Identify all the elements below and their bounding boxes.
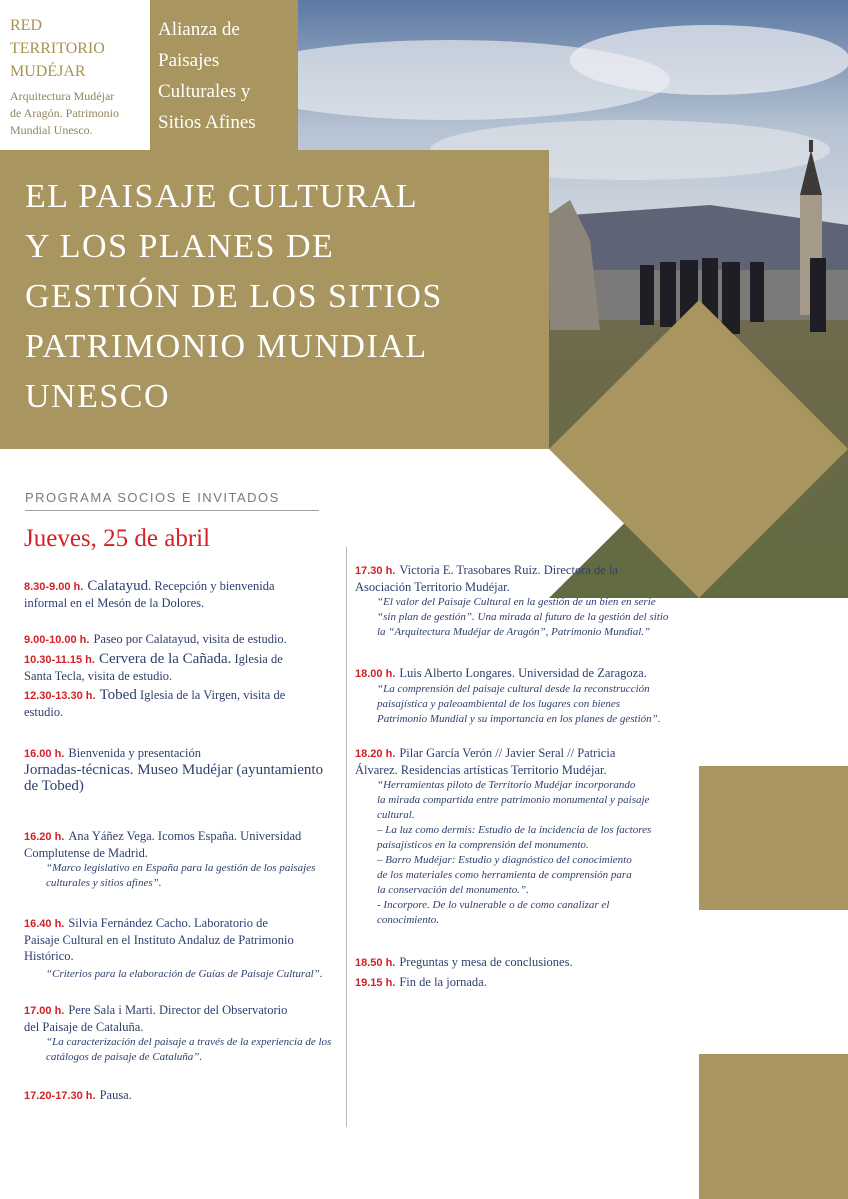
schedule-item — [355, 974, 487, 991]
schedule-item — [355, 665, 661, 727]
schedule-text: . Recepción y bienvenida — [148, 579, 275, 593]
schedule-text: informal en el Mesón de la Dolores. — [24, 596, 205, 610]
schedule-item — [24, 915, 323, 982]
schedule-time: 16.40 h. — [24, 918, 65, 930]
title-line2: Y LOS PLANES DE — [25, 228, 335, 265]
schedule-text: Pilar García Verón // Javier Seral // Patricia — [399, 746, 616, 760]
logo-alianza-paisajes — [150, 0, 298, 150]
schedule-text: Iglesia de la Virgen, visita de — [139, 688, 286, 702]
schedule-text: del Paisaje de Cataluña. — [24, 1020, 144, 1034]
schedule-quote: cultural. — [377, 809, 415, 821]
schedule-text: Ana Yáñez Vega. Icomos España. Universidad — [68, 829, 302, 843]
schedule-quote: “sin plan de gestión”. Una mirada al futuro de la gestión del sitio — [377, 611, 669, 623]
schedule-text: Histórico. — [24, 949, 74, 963]
schedule-text: Pere Sala i Marti. Director del Observatorio — [68, 1003, 288, 1017]
logo-right-line3: Culturales y — [158, 81, 251, 102]
schedule-time: 18.20 h. — [355, 748, 396, 760]
schedule-item — [24, 828, 315, 891]
program-heading-rule — [25, 510, 319, 511]
schedule-quote: conocimiento. — [377, 914, 440, 926]
schedule-quote: la conservación del monumento.”. — [377, 884, 529, 896]
schedule-quote: la “Arquitectura Mudéjar de Aragón”, Patrimonio Mundial.” — [377, 626, 651, 638]
schedule-time: 8.30-9.00 h. — [24, 581, 84, 593]
schedule-time: 12.30-13.30 h. — [24, 690, 96, 702]
schedule-quote: “El valor del Paisaje Cultural en la gestión de un bien en serie — [377, 596, 656, 608]
schedule-quote: “Marco legislativo en España para la gestión de los paisajes — [46, 862, 316, 874]
schedule-quote: - Incorpore. De lo vulnerable o de como canalizar el — [377, 899, 610, 911]
schedule-time: 18.00 h. — [355, 668, 396, 680]
logo-left-line3: MUDÉJAR — [10, 63, 86, 80]
schedule-highlight: de Tobed) — [24, 778, 84, 794]
schedule-text: Victoria E. Trasobares Ruiz. Directora de la — [399, 563, 618, 577]
schedule-text: Iglesia de — [234, 652, 283, 666]
title-line1: EL PAISAJE CULTURAL — [25, 178, 419, 215]
schedule-text: estudio. — [24, 705, 64, 719]
title-line3: GESTIÓN DE LOS SITIOS — [25, 278, 443, 315]
schedule-text: Complutense de Madrid. — [24, 846, 148, 860]
schedule-text: Asociación Territorio Mudéjar. — [355, 580, 510, 594]
logo-left-sub3: Mundial Unesco. — [10, 123, 93, 137]
logo-territorio-mudejar — [0, 0, 150, 150]
schedule-text: Silvia Fernández Cacho. Laboratorio de — [68, 916, 268, 930]
logo-right-line2: Paisajes — [158, 50, 220, 71]
schedule-text: Pausa. — [99, 1088, 132, 1102]
schedule-quote: de los materiales como herramienta de comprensión para — [377, 869, 632, 881]
schedule-item — [355, 562, 668, 640]
schedule-time: 17.20-17.30 h. — [24, 1090, 96, 1102]
schedule-text: Álvarez. Residencias artísticas Territorio Mudéjar. — [355, 763, 607, 777]
schedule-quote: “Herramientas piloto de Territorio Mudéjar incorporando — [377, 779, 636, 791]
schedule-item — [24, 651, 283, 684]
schedule-text: Fin de la jornada. — [399, 975, 487, 989]
main-title — [25, 172, 545, 422]
schedule-time: 16.00 h. — [24, 748, 65, 760]
schedule-quote: “La comprensión del paisaje cultural desde la reconstrucción — [377, 683, 650, 695]
schedule-quote: paisajísticos en la comprensión del monumento. — [377, 839, 589, 851]
day-heading: Jueves, 25 de abril — [24, 525, 211, 552]
schedule-text: Preguntas y mesa de conclusiones. — [399, 955, 573, 969]
main-title-block — [0, 150, 549, 449]
title-line4: PATRIMONIO MUNDIAL — [25, 328, 428, 365]
program-heading: PROGRAMA SOCIOS E INVITADOS — [25, 490, 280, 505]
schedule-text: Paisaje Cultural en el Instituto Andaluz de Patrimonio — [24, 933, 294, 947]
schedule-time: 9.00-10.00 h. — [24, 634, 90, 646]
schedule-time: 17.30 h. — [355, 565, 396, 577]
schedule-place: Calatayud — [87, 578, 149, 594]
schedule-quote: la mirada compartida entre patrimonio monumental y paisaje — [377, 794, 650, 806]
logo-right-line4: Sitios Afines — [158, 112, 256, 133]
schedule-time: 16.20 h. — [24, 831, 65, 843]
schedule-place: Tobed — [99, 687, 137, 703]
schedule-item — [24, 631, 287, 648]
schedule-text: Paseo por Calatayud, visita de estudio. — [93, 632, 287, 646]
schedule-item — [24, 1087, 132, 1104]
schedule-time: 10.30-11.15 h. — [24, 654, 95, 666]
schedule-item — [24, 1002, 331, 1065]
schedule-time: 18.50 h. — [355, 957, 396, 969]
logo-left-sub2: de Aragón. Patrimonio — [10, 106, 119, 120]
schedule-highlight: Jornadas-técnicas. Museo Mudéjar (ayuntamiento — [24, 762, 324, 778]
schedule-quote: “La caracterización del paisaje a través de la experiencia de los — [46, 1036, 332, 1048]
schedule-text: Santa Tecla, visita de estudio. — [24, 669, 173, 683]
title-line5: UNESCO — [25, 378, 171, 415]
schedule-quote: – La luz como dermis: Estudio de la incidencia de los factores — [377, 824, 652, 836]
logo-left-sub1: Arquitectura Mudéjar — [10, 89, 115, 103]
schedule-place: Cervera de la Cañada. — [98, 651, 232, 667]
schedule-text: Luis Alberto Longares. Universidad de Zaragoza. — [399, 666, 647, 680]
schedule-quote: culturales y sitios afines”. — [46, 877, 162, 889]
schedule-quote: “Criterios para la elaboración de Guías de Paisaje Cultural”. — [46, 968, 323, 980]
logo-right-line1: Alianza de — [158, 19, 240, 40]
logo-left-line2: TERRITORIO — [10, 40, 105, 57]
schedule-time: 17.00 h. — [24, 1005, 65, 1017]
schedule-quote: – Barro Mudéjar: Estudio y diagnóstico del conocimiento — [377, 854, 632, 866]
column-divider — [346, 547, 347, 1127]
schedule-item — [355, 954, 573, 971]
logo-left-line1: RED — [10, 17, 42, 34]
schedule-quote: catálogos de paisaje de Cataluña”. — [46, 1051, 203, 1063]
schedule-item — [24, 687, 285, 720]
schedule-item — [24, 745, 323, 794]
schedule-time: 19.15 h. — [355, 977, 396, 989]
schedule-item — [24, 578, 275, 611]
schedule-text: Bienvenida y presentación — [68, 746, 201, 760]
schedule-quote: paisajística y paleoambiental de los lugares con bienes — [377, 698, 621, 710]
schedule-quote: Patrimonio Mundial y su importancia en los planes de gestión”. — [377, 713, 661, 725]
schedule-item — [355, 745, 651, 928]
